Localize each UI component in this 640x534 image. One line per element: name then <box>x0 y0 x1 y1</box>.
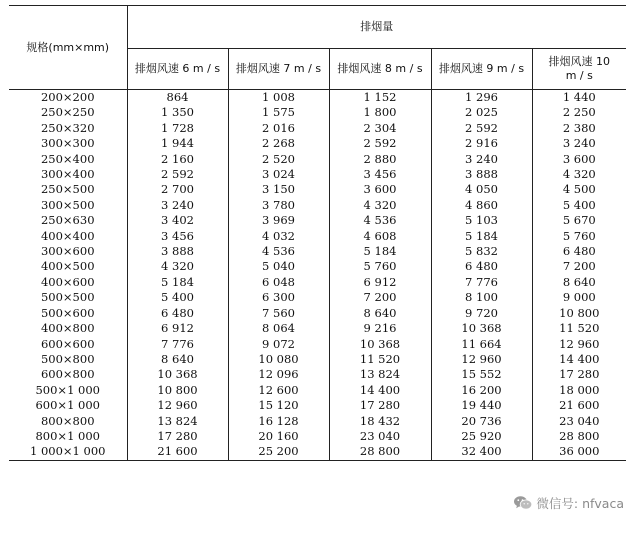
volume-cell: 12 960 <box>127 398 228 413</box>
volume-cell: 5 400 <box>127 290 228 305</box>
volume-cell: 4 536 <box>228 244 329 259</box>
volume-cell: 1 944 <box>127 136 228 151</box>
volume-cell: 23 040 <box>329 429 431 444</box>
table-header <box>9 6 626 90</box>
table-row <box>9 337 626 352</box>
volume-cell: 3 240 <box>127 198 228 213</box>
size-cell: 400×500 <box>9 259 127 274</box>
volume-cell: 28 800 <box>329 444 431 460</box>
volume-cell: 12 960 <box>559 336 600 351</box>
volume-cell: 1 440 <box>562 90 596 104</box>
size-cell: 250×250 <box>9 105 127 120</box>
volume-cell: 7 776 <box>127 337 228 352</box>
volume-cell: 23 040 <box>559 413 600 428</box>
size-cell: 400×800 <box>9 321 127 336</box>
volume-cell: 13 824 <box>329 367 431 382</box>
volume-cell: 9 072 <box>228 337 329 352</box>
volume-cell: 3 780 <box>228 198 329 213</box>
size-cell: 400×400 <box>9 229 127 244</box>
volume-cell: 5 760 <box>562 228 596 243</box>
table-row <box>9 213 626 228</box>
table-row <box>9 429 626 444</box>
volume-cell: 6 480 <box>431 259 532 274</box>
volume-cell: 14 400 <box>559 351 600 366</box>
volume-cell: 32 400 <box>431 444 532 460</box>
volume-cell: 7 200 <box>562 259 596 274</box>
volume-cell: 3 240 <box>431 152 532 167</box>
size-cell: 250×400 <box>9 152 127 167</box>
volume-cell: 10 800 <box>559 305 600 320</box>
wechat-watermark <box>511 493 628 513</box>
volume-cell: 3 402 <box>127 213 228 228</box>
volume-cell: 8 640 <box>127 352 228 367</box>
volume-cell: 5 760 <box>329 259 431 274</box>
table-row <box>9 414 626 429</box>
size-cell: 400×600 <box>9 275 127 290</box>
volume-cell: 3 969 <box>228 213 329 228</box>
table-row <box>9 182 626 197</box>
volume-cell: 3 024 <box>228 167 329 182</box>
volume-cell: 4 320 <box>562 167 596 182</box>
volume-cell: 3 456 <box>127 229 228 244</box>
volume-cell: 2 304 <box>329 121 431 136</box>
volume-cell: 2 025 <box>431 105 532 120</box>
table-row <box>9 167 626 182</box>
volume-cell: 6 480 <box>562 244 596 259</box>
size-cell: 500×1 000 <box>9 383 127 398</box>
size-cell: 500×500 <box>9 290 127 305</box>
table-row <box>9 367 626 382</box>
size-cell: 250×630 <box>9 213 127 228</box>
volume-cell: 6 300 <box>228 290 329 305</box>
size-cell: 250×320 <box>9 121 127 136</box>
volume-cell: 12 600 <box>228 383 329 398</box>
volume-cell: 5 832 <box>431 244 532 259</box>
table-row <box>9 152 626 167</box>
volume-cell: 5 184 <box>329 244 431 259</box>
volume-cell: 10 080 <box>228 352 329 367</box>
table-row <box>9 444 626 460</box>
volume-cell: 5 103 <box>431 213 532 228</box>
size-cell: 200×200 <box>9 90 127 106</box>
size-cell: 300×600 <box>9 244 127 259</box>
volume-cell: 4 320 <box>329 198 431 213</box>
size-cell: 800×800 <box>9 414 127 429</box>
volume-cell: 1 728 <box>127 121 228 136</box>
table-row <box>9 321 626 336</box>
speed-header-10: 排烟风速 10 m / s <box>532 49 626 90</box>
table-row <box>9 290 626 305</box>
table-row <box>9 105 626 120</box>
size-cell: 600×1 000 <box>9 398 127 413</box>
volume-cell: 10 368 <box>329 337 431 352</box>
volume-cell: 4 860 <box>431 198 532 213</box>
volume-cell: 16 200 <box>431 383 532 398</box>
size-cell: 300×300 <box>9 136 127 151</box>
speed-header-8: 排烟风速 8 m / s <box>329 49 431 90</box>
volume-cell: 7 200 <box>329 290 431 305</box>
volume-cell: 2 700 <box>127 182 228 197</box>
volume-cell: 2 592 <box>329 136 431 151</box>
table-body <box>9 90 626 461</box>
wechat-icon <box>513 495 533 511</box>
size-cell: 800×1 000 <box>9 429 127 444</box>
volume-cell: 3 888 <box>431 167 532 182</box>
volume-cell: 2 592 <box>431 121 532 136</box>
volume-cell: 15 552 <box>431 367 532 382</box>
volume-cell: 11 520 <box>559 321 600 336</box>
volume-cell: 21 600 <box>559 398 600 413</box>
volume-cell: 2 592 <box>127 167 228 182</box>
size-cell: 500×600 <box>9 306 127 321</box>
table-row <box>9 306 626 321</box>
volume-cell: 2 880 <box>329 152 431 167</box>
volume-cell: 3 600 <box>562 151 596 166</box>
spec-column-header: 规格(mm×mm) <box>9 6 127 90</box>
volume-cell: 25 920 <box>431 429 532 444</box>
volume-cell: 4 536 <box>329 213 431 228</box>
volume-cell: 1 350 <box>127 105 228 120</box>
volume-cell: 2 250 <box>562 105 596 120</box>
volume-cell: 5 184 <box>127 275 228 290</box>
volume-cell: 6 480 <box>127 306 228 321</box>
volume-cell: 2 268 <box>228 136 329 151</box>
volume-cell: 6 912 <box>127 321 228 336</box>
table-row <box>9 229 626 244</box>
volume-cell: 5 040 <box>228 259 329 274</box>
volume-cell: 11 520 <box>329 352 431 367</box>
table-row <box>9 90 626 106</box>
volume-cell: 21 600 <box>127 444 228 460</box>
volume-cell: 4 320 <box>127 259 228 274</box>
volume-cell: 3 456 <box>329 167 431 182</box>
table-row <box>9 398 626 413</box>
table-row <box>9 275 626 290</box>
volume-cell: 20 736 <box>431 414 532 429</box>
volume-cell: 1 296 <box>431 90 532 106</box>
speed-header-9: 排烟风速 9 m / s <box>431 49 532 90</box>
size-cell: 600×600 <box>9 337 127 352</box>
volume-cell: 9 000 <box>562 290 596 305</box>
volume-cell: 5 184 <box>431 229 532 244</box>
volume-cell: 15 120 <box>228 398 329 413</box>
volume-cell: 1 008 <box>228 90 329 106</box>
volume-cell: 2 520 <box>228 152 329 167</box>
table-row <box>9 383 626 398</box>
volume-cell: 12 096 <box>228 367 329 382</box>
size-cell: 300×400 <box>9 167 127 182</box>
volume-cell: 3 150 <box>228 182 329 197</box>
volume-cell: 3 600 <box>329 182 431 197</box>
size-cell: 1 000×1 000 <box>9 444 127 460</box>
volume-cell: 3 888 <box>127 244 228 259</box>
volume-cell: 2 380 <box>562 120 596 135</box>
watermark-text: 微信号: nfvaca <box>536 496 624 511</box>
volume-cell: 1 800 <box>329 105 431 120</box>
volume-cell: 17 280 <box>329 398 431 413</box>
table-row <box>9 352 626 367</box>
size-cell: 300×500 <box>9 198 127 213</box>
volume-cell: 18 000 <box>559 382 600 397</box>
volume-cell: 5 670 <box>562 213 596 228</box>
volume-cell: 4 050 <box>431 182 532 197</box>
volume-cell: 6 048 <box>228 275 329 290</box>
volume-cell: 9 720 <box>431 306 532 321</box>
volume-cell: 2 016 <box>228 121 329 136</box>
volume-cell: 5 400 <box>562 197 596 212</box>
volume-cell: 10 368 <box>431 321 532 336</box>
volume-cell: 19 440 <box>431 398 532 413</box>
volume-cell: 28 800 <box>559 428 600 443</box>
volume-cell: 12 960 <box>431 352 532 367</box>
exhaust-volume-header: 排烟量 <box>127 6 626 49</box>
volume-cell: 8 100 <box>431 290 532 305</box>
volume-cell: 9 216 <box>329 321 431 336</box>
table-row <box>9 259 626 274</box>
volume-cell: 20 160 <box>228 429 329 444</box>
volume-cell: 1 575 <box>228 105 329 120</box>
volume-cell: 4 032 <box>228 229 329 244</box>
volume-cell: 7 560 <box>228 306 329 321</box>
table-row <box>9 136 626 151</box>
volume-cell: 25 200 <box>228 444 329 460</box>
volume-cell: 18 432 <box>329 414 431 429</box>
speed-header-6: 排烟风速 6 m / s <box>127 49 228 90</box>
volume-cell: 13 824 <box>127 414 228 429</box>
table-row <box>9 198 626 213</box>
volume-cell: 10 800 <box>127 383 228 398</box>
volume-cell: 4 500 <box>562 182 596 197</box>
speed-header-7: 排烟风速 7 m / s <box>228 49 329 90</box>
volume-cell: 4 608 <box>329 229 431 244</box>
table-row <box>9 121 626 136</box>
size-cell: 250×500 <box>9 182 127 197</box>
smoke-exhaust-table <box>9 5 626 461</box>
volume-cell: 3 240 <box>562 136 596 151</box>
volume-cell: 864 <box>127 90 228 106</box>
table-row <box>9 244 626 259</box>
volume-cell: 10 368 <box>127 367 228 382</box>
volume-cell: 36 000 <box>532 444 626 460</box>
volume-cell: 6 912 <box>329 275 431 290</box>
volume-cell: 2 916 <box>431 136 532 151</box>
volume-cell: 7 776 <box>431 275 532 290</box>
size-cell: 500×800 <box>9 352 127 367</box>
volume-cell: 11 664 <box>431 337 532 352</box>
volume-cell: 1 152 <box>329 90 431 106</box>
volume-cell: 2 160 <box>127 152 228 167</box>
volume-cell: 17 280 <box>559 367 600 382</box>
size-cell: 600×800 <box>9 367 127 382</box>
volume-cell: 14 400 <box>329 383 431 398</box>
volume-cell: 8 640 <box>329 306 431 321</box>
volume-cell: 8 064 <box>228 321 329 336</box>
volume-cell: 17 280 <box>127 429 228 444</box>
volume-cell: 16 128 <box>228 414 329 429</box>
volume-cell: 8 640 <box>562 274 596 289</box>
